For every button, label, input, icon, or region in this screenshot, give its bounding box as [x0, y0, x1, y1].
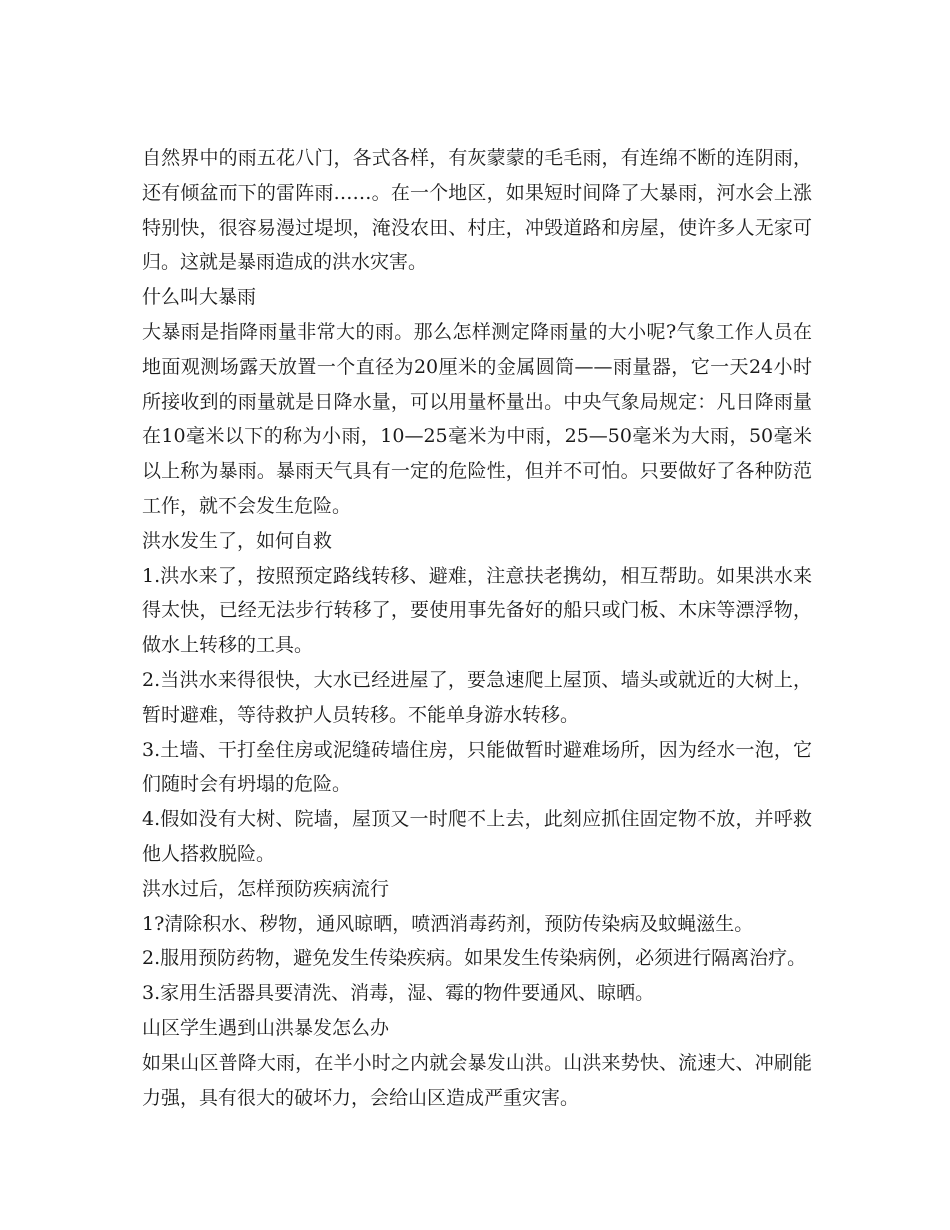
disease-prevention-item-1: 1?清除积水、秽物，通风晾晒，喷洒消毒药剂，预防传染病及蚊蝇滋生。 — [142, 912, 754, 935]
self-rescue-item-1: 1.洪水来了，按照预定路线转移、避难，注意扶老携幼，相互帮助。如果洪水来得太快，已经无法步行转移了，要使用事先备好的船只或门板、木床等漂浮物，做水上转移的工具。 — [142, 564, 812, 657]
mountain-flood-paragraph: 如果山区普降大雨，在半小时之内就会暴发山洪。山洪来势快、流速大、冲刷能力强，具有很大的破坏力，会给山区造成严重灾害。 — [142, 1051, 812, 1109]
disease-prevention-item-3: 3.家用生活器具要清洗、消毒，湿、霉的物件要通风、晾晒。 — [142, 982, 655, 1005]
self-rescue-item-3: 3.土墙、干打垒住房或泥缝砖墙住房，只能做暂时避难场所，因为经水一泡，它们随时会有坍塌的危险。 — [142, 738, 812, 796]
self-rescue-item-4: 4.假如没有大树、院墙，屋顶又一时爬不上去，此刻应抓住固定物不放，并呼救他人搭救脱险。 — [142, 808, 812, 865]
section-heading-self-rescue: 洪水发生了，如何自救 — [142, 529, 333, 552]
section-heading-mountain-flood: 山区学生遇到山洪暴发怎么办 — [142, 1016, 390, 1039]
rainstorm-definition-paragraph: 大暴雨是指降雨量非常大的雨。那么怎样测定降雨量的大小呢?气象工作人员在地面观测场露天放置一个直径为20厘米的金属圆筒——雨量器，它一天24小时所接收到的雨量就是日降水量，可以用量杯量出。中央气象局规定：凡日降雨量在10毫米以下的称为小雨，10—25毫米为中雨，25—50毫米为大雨，50毫米以上称为暴雨。暴雨天气具有一定的危险性，但并不可怕。只要做好了各种防范工作，就不会发生危险。 — [142, 320, 812, 517]
section-heading-disease-prevention: 洪水过后，怎样预防疾病流行 — [142, 877, 390, 900]
disease-prevention-item-2: 2.服用预防药物，避免发生传染疾病。如果发生传染病例，必须进行隔离治疗。 — [142, 947, 807, 970]
section-heading-rainstorm: 什么叫大暴雨 — [142, 286, 257, 309]
document-page — [142, 141, 812, 1115]
self-rescue-item-2: 2.当洪水来得很快，大水已经进屋了，要急速爬上屋顶、墙头或就近的大树上，暂时避难，等待救护人员转移。不能单身游水转移。 — [142, 668, 812, 726]
intro-paragraph: 自然界中的雨五花八门，各式各样，有灰蒙蒙的毛毛雨，有连绵不断的连阴雨，还有倾盆而下的雷阵雨……。在一个地区，如果短时间降了大暴雨，河水会上涨特别快，很容易漫过堤坝，淹没农田、村庄，冲毁道路和房屋，使许多人无家可归。这就是暴雨造成的洪水灾害。 — [142, 147, 812, 274]
